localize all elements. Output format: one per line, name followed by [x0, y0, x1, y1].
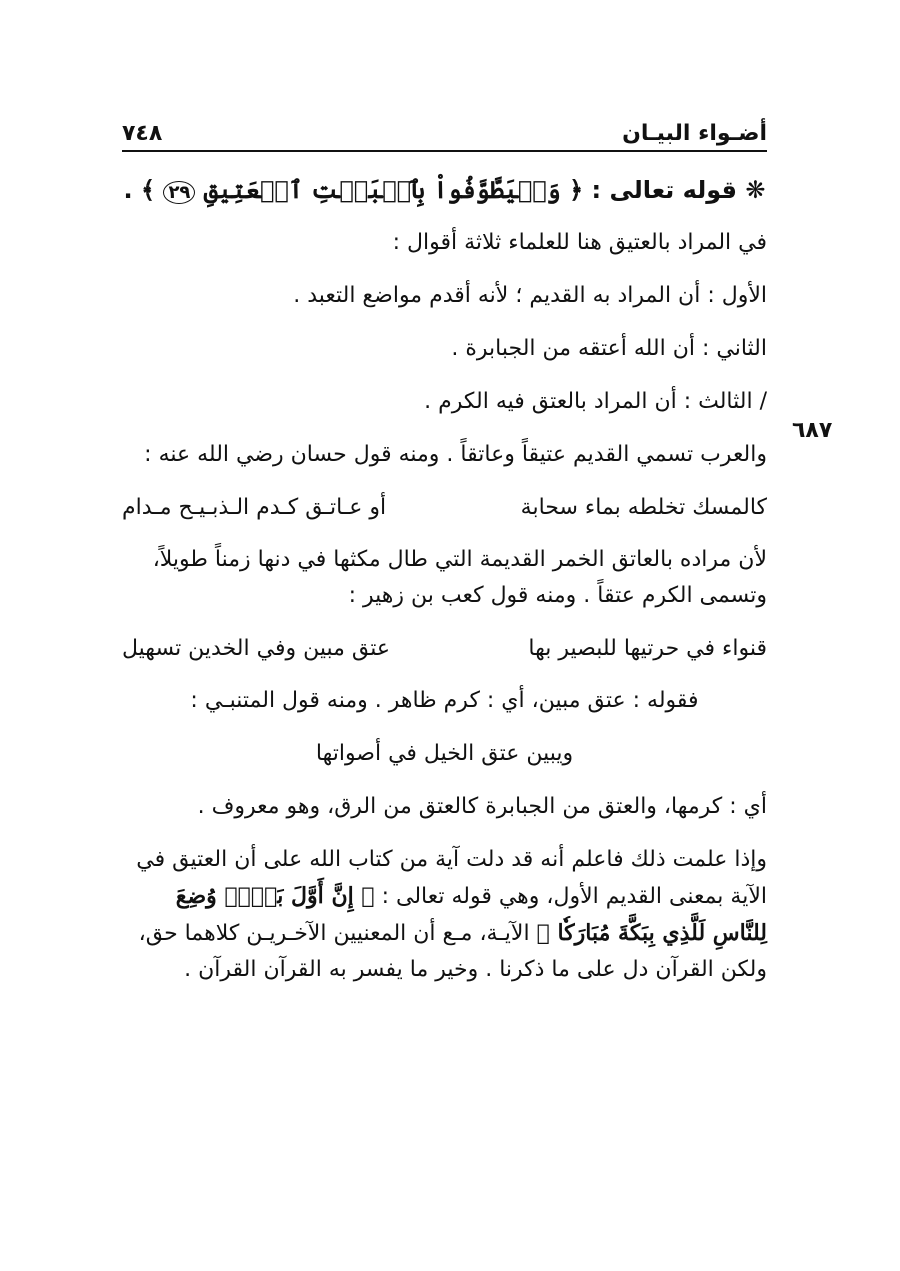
paragraph: الأول : أن المراد به القديم ؛ لأنه أقدم مواضع التعبد . [293, 283, 767, 308]
verse-second-hemistich: عتق مبين وفي الخدين تسهيل [122, 636, 390, 661]
section-heading [122, 172, 767, 211]
paragraph-text: وإذا علمت ذلك فاعلم أنه قد دلت آية من كتاب الله على أن العتيق في الآية بمعنى القديم الأول، وهي قوله تعالى : [136, 847, 767, 909]
verse-first-hemistich: قنواء في حرتيها للبصير بها [528, 636, 767, 661]
book-title: أضـواء البيـان [622, 121, 767, 146]
poetry-verse [122, 631, 767, 667]
paragraph: لأن مراده بالعاتق الخمر القديمة التي طال مكثها في دنها زمناً طويلاً، وتسمى الكرم عتقاً . ومنه قول كعب بن زهير : [152, 547, 767, 608]
heading-suffix: ﴾ . [123, 176, 156, 204]
paragraph: في المراد بالعتيق هنا للعلماء ثلاثة أقوال : [392, 230, 767, 255]
header-rule [122, 150, 767, 152]
paragraph: أي : كرمها، والعتق من الجبابرة كالعتق من الرق، وهو معروف . [197, 794, 767, 819]
verse-first-hemistich: كالمسك تخلطه بماء سحابة [520, 495, 767, 520]
poetry-line: ويبين عتق الخيل في أصواتها [315, 741, 574, 766]
paragraph: الثاني : أن الله أعتقه من الجبابرة . [451, 336, 767, 361]
paragraph-text: الآيـة، مـع أن المعنيين الآخـريـن كلاهما حق، ولكن القرآن دل على ما ذكرنا . وخير ما يفسر به القرآن القرآن . [138, 921, 767, 982]
paragraph: / الثالث : أن المراد بالعتق فيه الكرم . [424, 389, 767, 414]
paragraph: والعرب تسمي القديم عتيقاً وعاتقاً . ومنه قول حسان رضي الله عنه : [144, 442, 767, 467]
running-header [122, 112, 767, 146]
heading-prefix: ❋ قوله تعالى : ﴿ [569, 176, 766, 204]
paragraph: فقوله : عتق مبين، أي : كرم ظاهر . ومنه قول المتنبـي : [190, 688, 699, 713]
quran-verse: ﴿ إِنَّ أَوَّلَ بَيۡتٖ وُضِعَ لِلنَّاسِ لَلَّذِي بِبَكَّةَ مُبَارَكٗا ﴾ [175, 883, 767, 946]
ayah-number: ٢٩ [163, 181, 195, 204]
page-number: ٧٤٨ [122, 121, 163, 146]
page-body [122, 172, 767, 1005]
paragraph [122, 842, 767, 988]
quran-verse: وَلۡيَطَّوَّفُواْ بِٱلۡبَيۡتِ ٱلۡعَتِيقِ [203, 175, 561, 204]
margin-page-number: ٦٨٧ [792, 418, 833, 443]
verse-second-hemistich: أو عـاتـق كـدم الـذبـيـح مـدام [122, 495, 387, 520]
poetry-verse [122, 490, 767, 526]
